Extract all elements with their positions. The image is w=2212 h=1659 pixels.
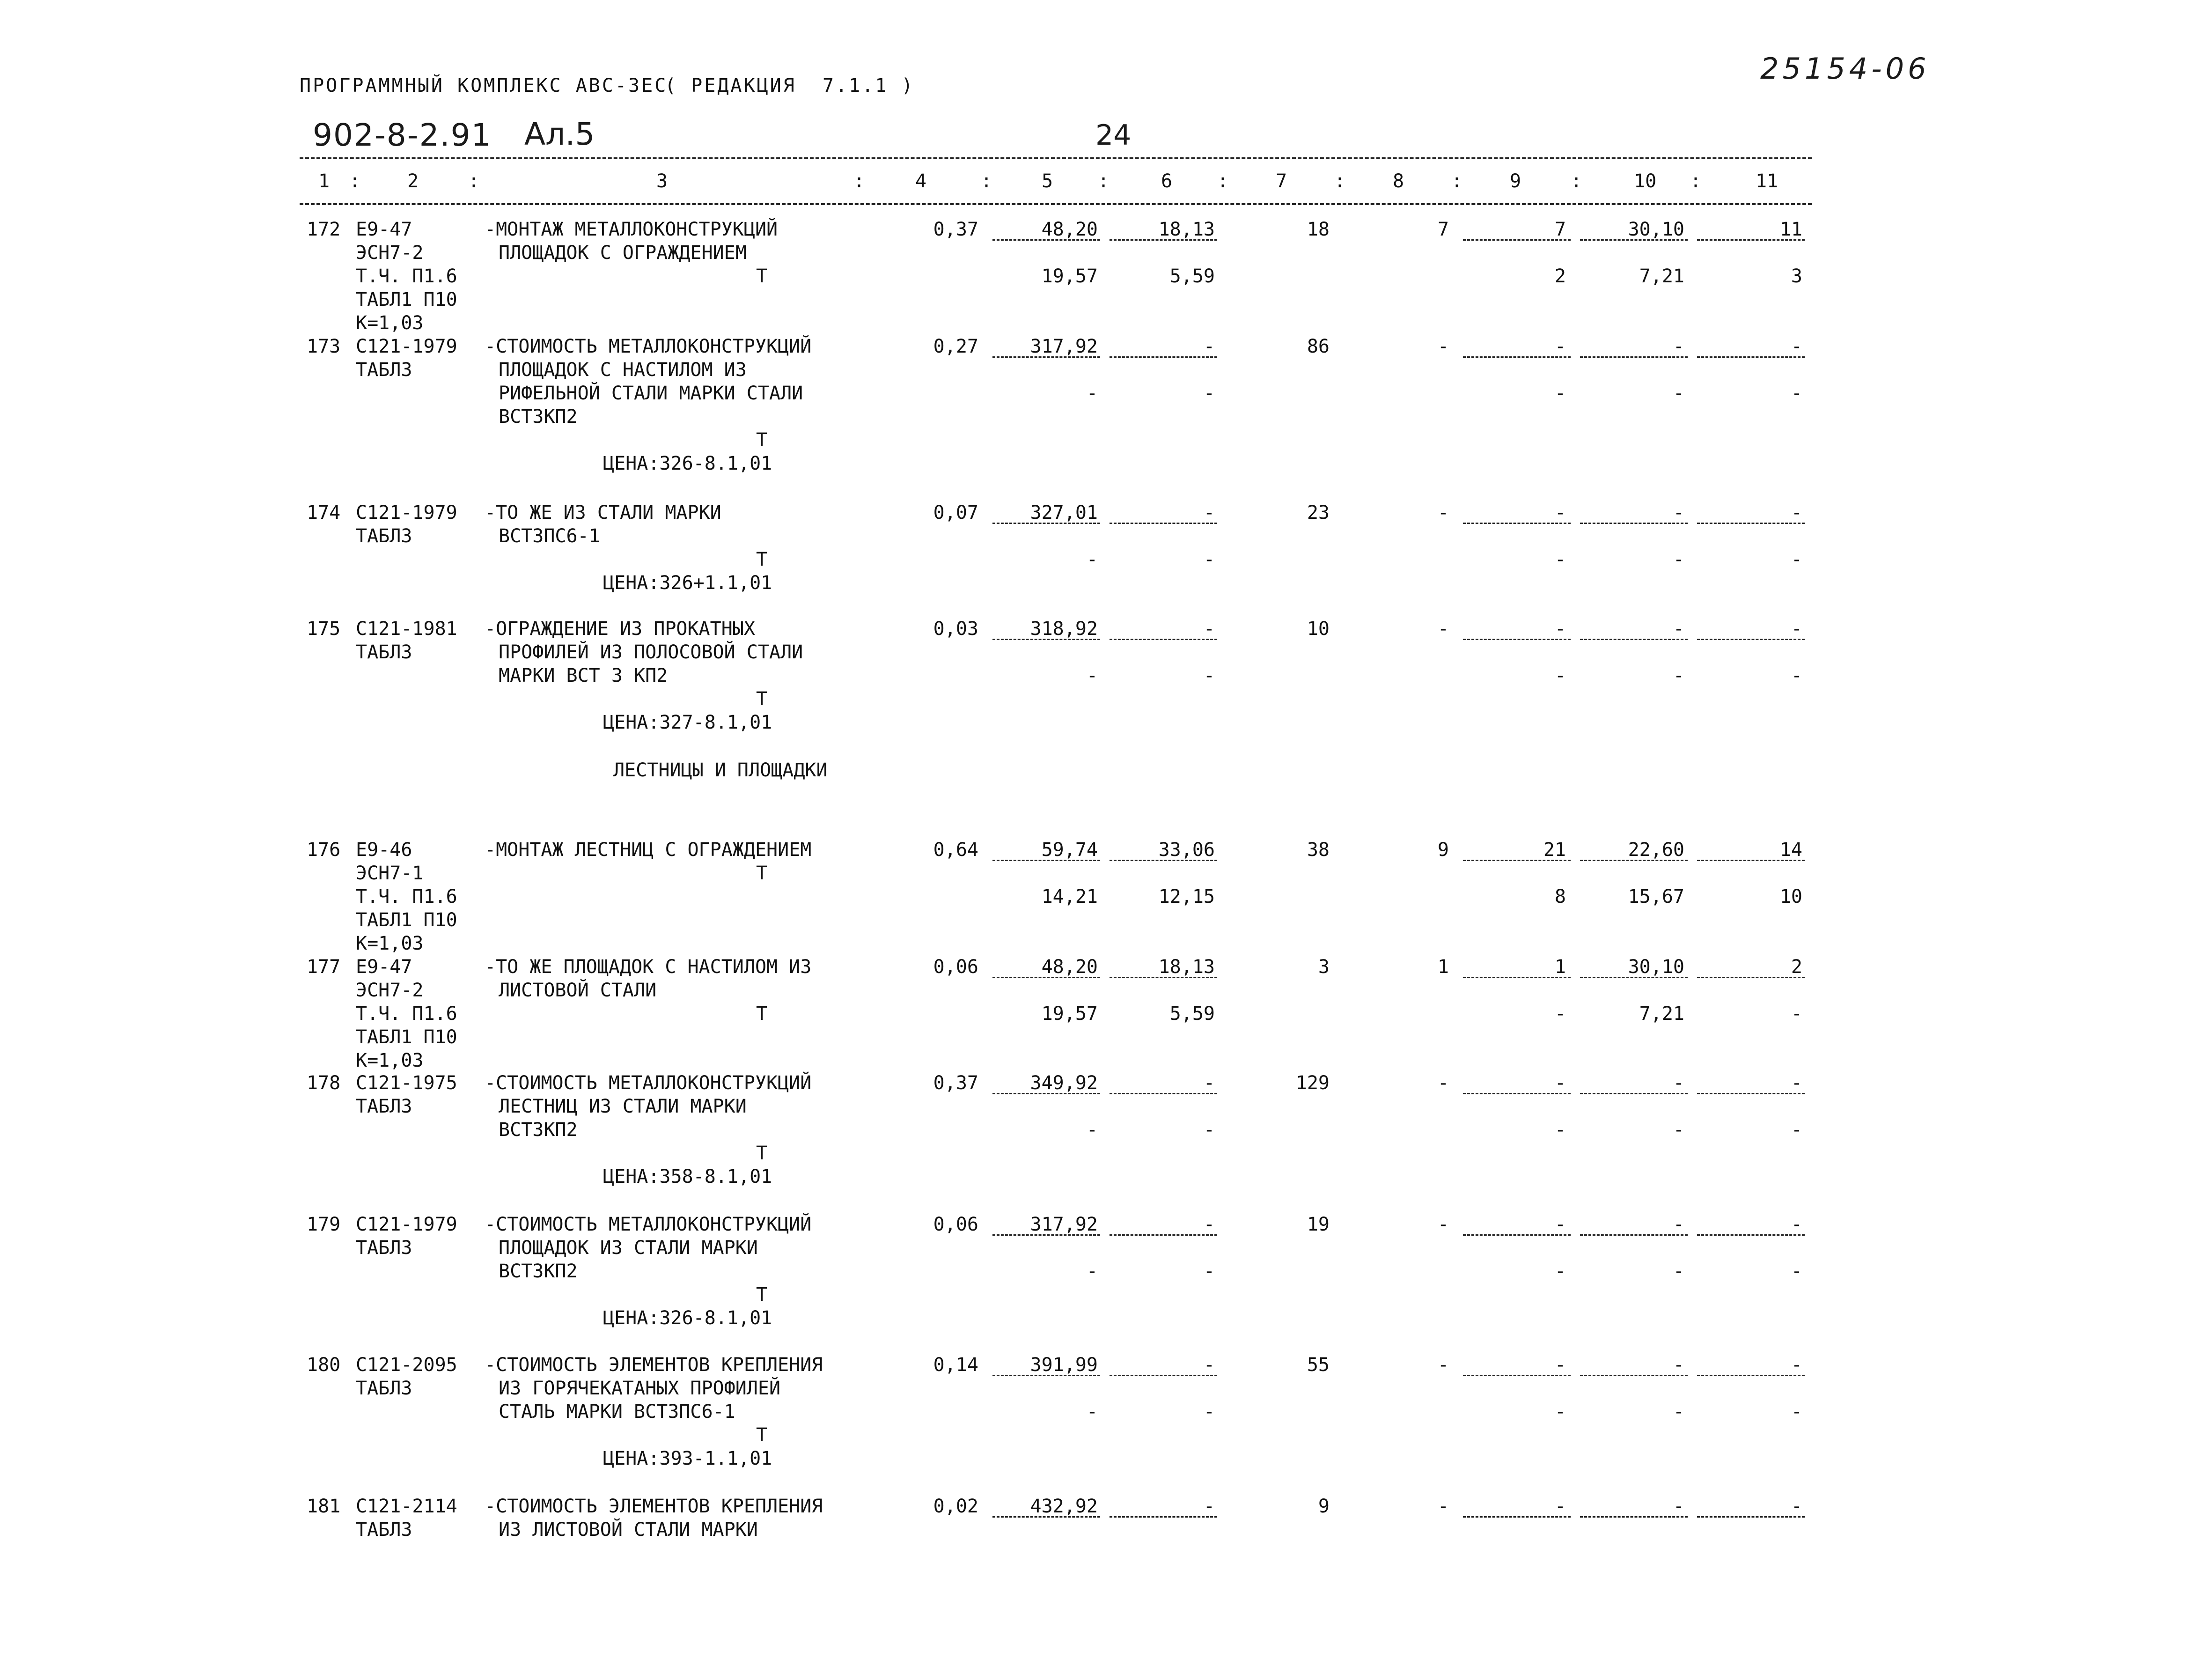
row-number: 172 (307, 219, 341, 240)
value-col-5: 48,20 (1041, 219, 1098, 240)
norm-code: ЭСН7-2 (356, 980, 424, 1001)
work-description: ИЗ ГОРЯЧЕКАТАНЫХ ПРОФИЛЕЙ (499, 1378, 781, 1399)
unit-of-measure: Т (756, 429, 768, 451)
value-separator (1110, 1093, 1217, 1094)
value-col-7: 18 (1307, 219, 1330, 240)
value-col-4: 0,64 (933, 839, 978, 861)
lower-value-col-6: 5,59 (1169, 265, 1215, 287)
column-divider: : (349, 170, 361, 192)
value-col-9: - (1554, 336, 1566, 357)
value-col-11: 11 (1779, 219, 1802, 240)
value-separator (1580, 523, 1688, 524)
lower-value-col-5: 14,21 (1041, 886, 1098, 907)
lower-value-col-6: - (1203, 665, 1215, 686)
value-separator (1580, 1234, 1688, 1236)
value-separator (1580, 860, 1688, 861)
lower-value-col-9: - (1554, 383, 1566, 404)
norm-code: ТАБЛ3 (356, 1378, 412, 1399)
value-col-7: 10 (1307, 618, 1330, 640)
value-col-4: 0,37 (933, 219, 978, 240)
header-bottom-rule (300, 203, 1812, 205)
unit-of-measure: Т (756, 1284, 768, 1305)
value-col-6: - (1203, 1214, 1215, 1235)
value-col-9: - (1554, 618, 1566, 640)
lower-value-col-11: 10 (1779, 886, 1802, 907)
lower-value-col-10: - (1673, 383, 1684, 404)
norm-code: ТАБЛ3 (356, 359, 412, 381)
price-reference: ЦЕНА:326-8.1,01 (603, 453, 772, 474)
value-separator (992, 1375, 1100, 1376)
work-description: ПЛОЩАДОК С ОГРАЖДЕНИЕМ (499, 242, 747, 264)
row-number: 179 (307, 1214, 341, 1235)
value-separator (1110, 1375, 1217, 1376)
work-description: ЛЕСТНИЦ ИЗ СТАЛИ МАРКИ (499, 1096, 747, 1117)
value-col-11: - (1791, 502, 1802, 524)
lower-value-col-6: 12,15 (1158, 886, 1215, 907)
project-number: 902-8-2.91 (313, 117, 492, 153)
column-divider: : (1334, 170, 1346, 192)
value-separator (992, 1234, 1100, 1236)
norm-code: С121-1979 (356, 502, 457, 524)
column-number-6: 6 (1161, 170, 1173, 192)
lower-value-col-6: - (1203, 549, 1215, 570)
value-col-6: - (1203, 1354, 1215, 1376)
work-description: ВСТ3КП2 (499, 406, 578, 428)
work-description: ВСТ3ПС6-1 (499, 525, 600, 547)
value-separator (1110, 639, 1217, 640)
column-divider: : (468, 170, 480, 192)
column-number-5: 5 (1042, 170, 1053, 192)
value-col-10: 22,60 (1628, 839, 1684, 861)
row-number: 180 (307, 1354, 341, 1376)
work-description: -СТОИМОСТЬ МЕТАЛЛОКОНСТРУКЦИЙ (485, 1214, 812, 1235)
norm-code: ЭСН7-2 (356, 242, 424, 264)
work-description: -МОНТАЖ ЛЕСТНИЦ С ОГРАЖДЕНИЕМ (485, 839, 812, 861)
value-separator (1697, 639, 1805, 640)
value-col-11: - (1791, 1496, 1802, 1517)
lower-value-col-11: - (1791, 1401, 1802, 1423)
row-number: 175 (307, 618, 341, 640)
lower-value-col-11: - (1791, 665, 1802, 686)
norm-code: ТАБЛ3 (356, 1096, 412, 1117)
lower-value-col-5: - (1086, 1119, 1098, 1141)
value-separator (1110, 523, 1217, 524)
value-col-10: 30,10 (1628, 956, 1684, 978)
value-separator (1580, 356, 1688, 358)
lower-value-col-10: 15,67 (1628, 886, 1684, 907)
value-col-11: - (1791, 1072, 1802, 1094)
value-col-9: 21 (1543, 839, 1566, 861)
row-number: 176 (307, 839, 341, 861)
row-number: 173 (307, 336, 341, 357)
row-number: 177 (307, 956, 341, 978)
program-title: ПРОГРАММНЫЙ КОМПЛЕКС АВС-3ЕС (300, 75, 668, 96)
value-separator (1697, 860, 1805, 861)
value-col-8: 7 (1437, 219, 1449, 240)
value-col-8: - (1437, 1214, 1449, 1235)
value-col-7: 3 (1318, 956, 1330, 978)
value-col-10: - (1673, 1072, 1684, 1094)
value-col-6: - (1203, 502, 1215, 524)
lower-value-col-9: 2 (1554, 265, 1566, 287)
work-description: ЛИСТОВОЙ СТАЛИ (499, 980, 657, 1001)
lower-value-col-11: - (1791, 383, 1802, 404)
value-col-7: 19 (1307, 1214, 1330, 1235)
value-col-9: 7 (1554, 219, 1566, 240)
norm-code: ТАБЛ3 (356, 525, 412, 547)
value-col-10: 30,10 (1628, 219, 1684, 240)
value-col-6: - (1203, 618, 1215, 640)
norm-code: ТАБЛ1 П10 (356, 909, 457, 931)
value-col-11: - (1791, 336, 1802, 357)
value-col-8: - (1437, 502, 1449, 524)
price-reference: ЦЕНА:393-1.1,01 (603, 1448, 772, 1469)
lower-value-col-6: 5,59 (1169, 1003, 1215, 1025)
value-col-5: 317,92 (1030, 1214, 1098, 1235)
norm-code: С121-1981 (356, 618, 457, 640)
value-separator (992, 1516, 1100, 1518)
norm-code: К=1,03 (356, 312, 424, 334)
work-description: ПЛОЩАДОК С НАСТИЛОМ ИЗ (499, 359, 747, 381)
value-col-5: 391,99 (1030, 1354, 1098, 1376)
column-divider: : (853, 170, 865, 192)
value-col-6: 18,13 (1158, 956, 1215, 978)
norm-code: С121-2114 (356, 1496, 457, 1517)
lower-value-col-5: - (1086, 549, 1098, 570)
column-number-8: 8 (1393, 170, 1404, 192)
value-separator (1110, 1516, 1217, 1518)
lower-value-col-5: 19,57 (1041, 265, 1098, 287)
norm-code: Е9-47 (356, 956, 412, 978)
value-col-7: 55 (1307, 1354, 1330, 1376)
lower-value-col-5: - (1086, 1261, 1098, 1282)
column-divider: : (1217, 170, 1229, 192)
value-col-9: - (1554, 502, 1566, 524)
lower-value-col-5: - (1086, 665, 1098, 686)
column-number-3: 3 (656, 170, 668, 192)
value-col-10: - (1673, 1214, 1684, 1235)
norm-code: С121-1979 (356, 1214, 457, 1235)
value-separator (992, 639, 1100, 640)
value-col-9: 1 (1554, 956, 1566, 978)
norm-code: ТАБЛ3 (356, 1237, 412, 1259)
value-col-7: 38 (1307, 839, 1330, 861)
column-number-2: 2 (407, 170, 419, 192)
value-col-10: - (1673, 1354, 1684, 1376)
norm-code: ТАБЛ1 П10 (356, 289, 457, 310)
norm-code: Т.Ч. П1.6 (356, 886, 457, 907)
value-separator (1110, 860, 1217, 861)
norm-code: ТАБЛ3 (356, 641, 412, 663)
value-separator (1580, 977, 1688, 978)
value-separator (992, 977, 1100, 978)
unit-of-measure: Т (756, 549, 768, 570)
column-number-10: 10 (1634, 170, 1657, 192)
lower-value-col-10: - (1673, 549, 1684, 570)
value-separator (992, 239, 1100, 241)
value-separator (1463, 523, 1571, 524)
lower-value-col-10: - (1673, 1261, 1684, 1282)
value-separator (992, 523, 1100, 524)
work-description: -СТОИМОСТЬ ЭЛЕМЕНТОВ КРЕПЛЕНИЯ (485, 1496, 823, 1517)
value-separator (1110, 356, 1217, 358)
column-divider: : (1690, 170, 1702, 192)
column-number-1: 1 (318, 170, 330, 192)
work-description: -СТОИМОСТЬ МЕТАЛЛОКОНСТРУКЦИЙ (485, 336, 812, 357)
value-separator (1697, 977, 1805, 978)
norm-code: С121-1975 (356, 1072, 457, 1094)
lower-value-col-9: - (1554, 665, 1566, 686)
value-col-11: 2 (1791, 956, 1802, 978)
value-col-4: 0,27 (933, 336, 978, 357)
lower-value-col-9: - (1554, 1401, 1566, 1423)
value-separator (1697, 239, 1805, 241)
norm-code: Е9-47 (356, 219, 412, 240)
work-description: -ТО ЖЕ ИЗ СТАЛИ МАРКИ (485, 502, 721, 524)
lower-value-col-11: 3 (1791, 265, 1802, 287)
value-col-7: 9 (1318, 1496, 1330, 1517)
value-col-6: - (1203, 1072, 1215, 1094)
lower-value-col-11: - (1791, 1261, 1802, 1282)
row-number: 178 (307, 1072, 341, 1094)
lower-value-col-10: 7,21 (1639, 1003, 1684, 1025)
work-description: -ТО ЖЕ ПЛОЩАДОК С НАСТИЛОМ ИЗ (485, 956, 812, 978)
lower-value-col-11: - (1791, 549, 1802, 570)
document-code: 25154-06 (1760, 52, 1930, 86)
lower-value-col-5: - (1086, 1401, 1098, 1423)
work-description: ИЗ ЛИСТОВОЙ СТАЛИ МАРКИ (499, 1519, 758, 1541)
lower-value-col-10: - (1673, 1119, 1684, 1141)
value-col-4: 0,14 (933, 1354, 978, 1376)
value-col-4: 0,37 (933, 1072, 978, 1094)
column-divider: : (1451, 170, 1463, 192)
value-separator (1580, 1516, 1688, 1518)
column-number-9: 9 (1510, 170, 1521, 192)
value-separator (1463, 1516, 1571, 1518)
value-separator (1463, 1375, 1571, 1376)
norm-code: ТАБЛ3 (356, 1519, 412, 1541)
norm-code: ТАБЛ1 П10 (356, 1026, 457, 1048)
unit-of-measure: Т (756, 1424, 768, 1446)
value-col-8: - (1437, 1072, 1449, 1094)
value-separator (1463, 1093, 1571, 1094)
price-reference: ЦЕНА:326+1.1,01 (603, 572, 772, 594)
value-col-10: - (1673, 618, 1684, 640)
value-col-4: 0,07 (933, 502, 978, 524)
norm-code: Т.Ч. П1.6 (356, 265, 457, 287)
norm-code: С121-1979 (356, 336, 457, 357)
value-col-4: 0,06 (933, 956, 978, 978)
lower-value-col-5: - (1086, 383, 1098, 404)
value-col-11: - (1791, 1214, 1802, 1235)
lower-value-col-9: - (1554, 1003, 1566, 1025)
value-col-8: - (1437, 618, 1449, 640)
work-description: -ОГРАЖДЕНИЕ ИЗ ПРОКАТНЫХ (485, 618, 755, 640)
value-col-9: - (1554, 1496, 1566, 1517)
value-col-6: 33,06 (1158, 839, 1215, 861)
column-number-7: 7 (1276, 170, 1287, 192)
value-col-4: 0,03 (933, 618, 978, 640)
lower-value-col-9: - (1554, 549, 1566, 570)
value-col-8: 1 (1437, 956, 1449, 978)
norm-code: К=1,03 (356, 933, 424, 954)
lower-value-col-11: - (1791, 1119, 1802, 1141)
price-reference: ЦЕНА:326-8.1,01 (603, 1307, 772, 1329)
unit-of-measure: Т (756, 688, 768, 710)
work-description: МАРКИ ВСТ 3 КП2 (499, 665, 668, 686)
value-separator (1110, 1234, 1217, 1236)
norm-code: ЭСН7-1 (356, 863, 424, 884)
work-description: РИФЕЛЬНОЙ СТАЛИ МАРКИ СТАЛИ (499, 383, 803, 404)
value-separator (1463, 977, 1571, 978)
value-col-9: - (1554, 1072, 1566, 1094)
program-edition: ( РЕДАКЦИЯ 7.1.1 ) (665, 75, 915, 96)
lower-value-col-9: - (1554, 1261, 1566, 1282)
value-separator (1110, 977, 1217, 978)
unit-of-measure: Т (756, 265, 768, 287)
value-col-7: 129 (1295, 1072, 1330, 1094)
column-divider: : (981, 170, 992, 192)
norm-code: Т.Ч. П1.6 (356, 1003, 457, 1025)
value-separator (1110, 239, 1217, 241)
value-separator (1697, 523, 1805, 524)
value-separator (1463, 356, 1571, 358)
value-col-10: - (1673, 502, 1684, 524)
value-separator (1697, 1516, 1805, 1518)
unit-of-measure: Т (756, 863, 768, 884)
value-separator (1580, 239, 1688, 241)
column-divider: : (1098, 170, 1110, 192)
value-separator (1580, 1375, 1688, 1376)
value-separator (992, 860, 1100, 861)
row-number: 174 (307, 502, 341, 524)
section-title: ЛЕСТНИЦЫ И ПЛОЩАДКИ (613, 759, 828, 781)
norm-code: Е9-46 (356, 839, 412, 861)
work-description: -СТОИМОСТЬ МЕТАЛЛОКОНСТРУКЦИЙ (485, 1072, 812, 1094)
value-col-9: - (1554, 1214, 1566, 1235)
lower-value-col-6: - (1203, 383, 1215, 404)
work-description: -МОНТАЖ МЕТАЛЛОКОНСТРУКЦИЙ (485, 219, 778, 240)
value-col-11: 14 (1779, 839, 1802, 861)
lower-value-col-5: 19,57 (1041, 1003, 1098, 1025)
work-description: СТАЛЬ МАРКИ ВСТ3ПС6-1 (499, 1401, 735, 1423)
value-col-11: - (1791, 618, 1802, 640)
value-col-5: 318,92 (1030, 618, 1098, 640)
value-col-5: 59,74 (1041, 839, 1098, 861)
work-description: ПЛОЩАДОК ИЗ СТАЛИ МАРКИ (499, 1237, 758, 1259)
column-number-4: 4 (915, 170, 927, 192)
value-col-6: - (1203, 336, 1215, 357)
value-col-10: - (1673, 336, 1684, 357)
header-top-rule (300, 157, 1812, 159)
row-number: 181 (307, 1496, 341, 1517)
lower-value-col-9: - (1554, 1119, 1566, 1141)
value-col-5: 317,92 (1030, 336, 1098, 357)
value-separator (1463, 1234, 1571, 1236)
work-description: ПРОФИЛЕЙ ИЗ ПОЛОСОВОЙ СТАЛИ (499, 641, 803, 663)
column-number-11: 11 (1756, 170, 1778, 192)
value-col-4: 0,02 (933, 1496, 978, 1517)
value-separator (1697, 1375, 1805, 1376)
lower-value-col-10: - (1673, 1401, 1684, 1423)
value-col-5: 327,01 (1030, 502, 1098, 524)
value-col-9: - (1554, 1354, 1566, 1376)
value-col-6: 18,13 (1158, 219, 1215, 240)
value-col-11: - (1791, 1354, 1802, 1376)
lower-value-col-10: 7,21 (1639, 265, 1684, 287)
lower-value-col-6: - (1203, 1261, 1215, 1282)
value-separator (1697, 1234, 1805, 1236)
album-number: Ал.5 (524, 116, 595, 152)
lower-value-col-6: - (1203, 1401, 1215, 1423)
value-separator (1580, 1093, 1688, 1094)
value-col-4: 0,06 (933, 1214, 978, 1235)
value-col-7: 23 (1307, 502, 1330, 524)
price-reference: ЦЕНА:358-8.1,01 (603, 1166, 772, 1187)
value-col-8: - (1437, 1496, 1449, 1517)
value-separator (1697, 1093, 1805, 1094)
value-separator (1697, 356, 1805, 358)
work-description: ВСТ3КП2 (499, 1119, 578, 1141)
lower-value-col-11: - (1791, 1003, 1802, 1025)
norm-code: С121-2095 (356, 1354, 457, 1376)
value-col-8: 9 (1437, 839, 1449, 861)
lower-value-col-10: - (1673, 665, 1684, 686)
value-col-8: - (1437, 336, 1449, 357)
lower-value-col-9: 8 (1554, 886, 1566, 907)
value-separator (1463, 639, 1571, 640)
value-col-7: 86 (1307, 336, 1330, 357)
price-reference: ЦЕНА:327-8.1,01 (603, 712, 772, 733)
value-separator (1580, 639, 1688, 640)
lower-value-col-6: - (1203, 1119, 1215, 1141)
norm-code: К=1,03 (356, 1050, 424, 1071)
page-number: 24 (1095, 119, 1132, 152)
value-separator (1463, 860, 1571, 861)
value-col-8: - (1437, 1354, 1449, 1376)
unit-of-measure: Т (756, 1003, 768, 1025)
value-separator (992, 356, 1100, 358)
unit-of-measure: Т (756, 1143, 768, 1164)
work-description: -СТОИМОСТЬ ЭЛЕМЕНТОВ КРЕПЛЕНИЯ (485, 1354, 823, 1376)
value-col-5: 432,92 (1030, 1496, 1098, 1517)
work-description: ВСТ3КП2 (499, 1261, 578, 1282)
value-separator (992, 1093, 1100, 1094)
value-col-5: 349,92 (1030, 1072, 1098, 1094)
value-col-5: 48,20 (1041, 956, 1098, 978)
column-divider: : (1571, 170, 1582, 192)
value-col-6: - (1203, 1496, 1215, 1517)
value-col-10: - (1673, 1496, 1684, 1517)
value-separator (1463, 239, 1571, 241)
